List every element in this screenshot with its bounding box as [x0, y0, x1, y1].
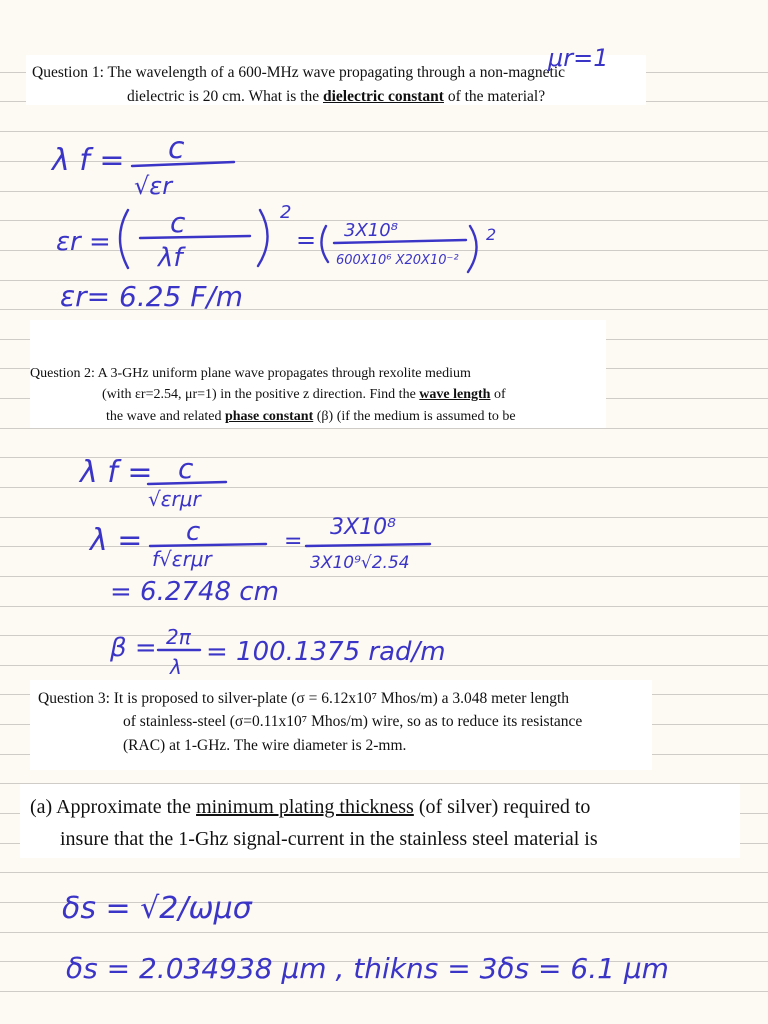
q2-eq4-lhs: β = [110, 633, 157, 663]
q1-eq2-lparen2 [321, 226, 328, 262]
q2-eq2-bar [150, 544, 266, 546]
q2-eq4-den: λ [170, 655, 182, 679]
q2-eq1-num: c [178, 452, 194, 485]
question-3a-line-2: insure that the 1-Ghz signal-current in the stainless steel material is [60, 828, 598, 850]
question-2-line-1: Question 2: A 3-GHz uniform plane wave propagates through rexolite medium [30, 366, 471, 381]
q1-eq2-lparen [120, 210, 128, 268]
question-3-line-2: of stainless-steel (σ=0.11x10⁷ Mhos/m) wire, so as to reduce its resistance [123, 713, 583, 730]
q1-eq2-frac-bar [140, 236, 250, 238]
q2-eq2-num2: 3X10⁸ [330, 515, 396, 540]
wave-length-term: wave length [419, 387, 491, 402]
mu-r-note: μr=1 [548, 44, 609, 72]
question-3-line-3: (RAC) at 1-GHz. The wire diameter is 2-mm. [123, 737, 407, 754]
q2-eq1-lhs: λ f = [80, 455, 153, 490]
dielectric-constant-term: dielectric constant [323, 88, 444, 105]
q2-eq2-den2: 3X10⁹√2.54 [310, 553, 410, 573]
q2-eq2-num: c [186, 517, 201, 547]
q2-eq4-num: 2π [166, 625, 191, 649]
q1-eq2-frac-num: c [170, 206, 186, 239]
minimum-plating-thickness-term: minimum plating thickness [196, 796, 414, 818]
phase-constant-term: phase constant [224, 409, 314, 424]
question-3a-line-1: (a) Approximate the minimum plating thickness (of silver) required to [30, 796, 591, 818]
q1-eq2-lhs: εr = [56, 227, 111, 257]
q1-eq1-lhs: λ f = [52, 143, 125, 178]
q1-eq2-den2: 600X10⁶ X20X10⁻² [336, 253, 459, 268]
q2-eq2-lhs: λ = [90, 523, 143, 558]
q2-eq4-rhs: = 100.1375 rad/m [206, 637, 446, 667]
q3-eq1: δs = √2/ωμσ [62, 891, 252, 926]
q1-eq2-frac-den: λf [158, 243, 183, 273]
q1-eq1-den: √εr [134, 172, 173, 200]
q1-eq1-num: c [168, 131, 185, 166]
q2-eq2-equals: = [284, 529, 303, 554]
question-3-line-1: Question 3: It is proposed to silver-plate (σ = 6.12x10⁷ Mhos/m) a 3.048 meter length [38, 690, 570, 707]
q1-eq2-equals: = [296, 226, 317, 254]
question-1-line-1: Question 1: The wavelength of a 600-MHz wave propagating through a non-magnetic [32, 64, 566, 81]
q3-eq2: δs = 2.034938 μm , thikns = 3δs = 6.1 μm [66, 952, 669, 985]
q2-eq2-den: f√εrμr [152, 547, 212, 571]
question-2-line-2: (with εr=2.54, μr=1) in the positive z direction. Find the wave length of [102, 387, 506, 402]
q1-eq2-pow: 2 [280, 202, 292, 223]
q1-eq2-rparen2 [468, 226, 477, 272]
q2-eq1-den: √εrμr [148, 487, 201, 511]
q2-eq2-bar2 [306, 544, 430, 546]
q1-result: εr= 6.25 F/m [60, 280, 244, 313]
q1-eq2-pow2: 2 [486, 225, 497, 244]
q2-eq3: = 6.2748 cm [110, 577, 279, 607]
question-1-line-2: dielectric is 20 cm. What is the dielectric constant of the material? [127, 88, 546, 105]
q1-eq2-num2: 3X10⁸ [344, 220, 398, 241]
question-2-line-3: the wave and related phase constant (β) (if the medium is assumed to be [106, 409, 516, 424]
q1-eq2-rparen [258, 210, 268, 266]
q2-eq1-bar [148, 482, 226, 484]
